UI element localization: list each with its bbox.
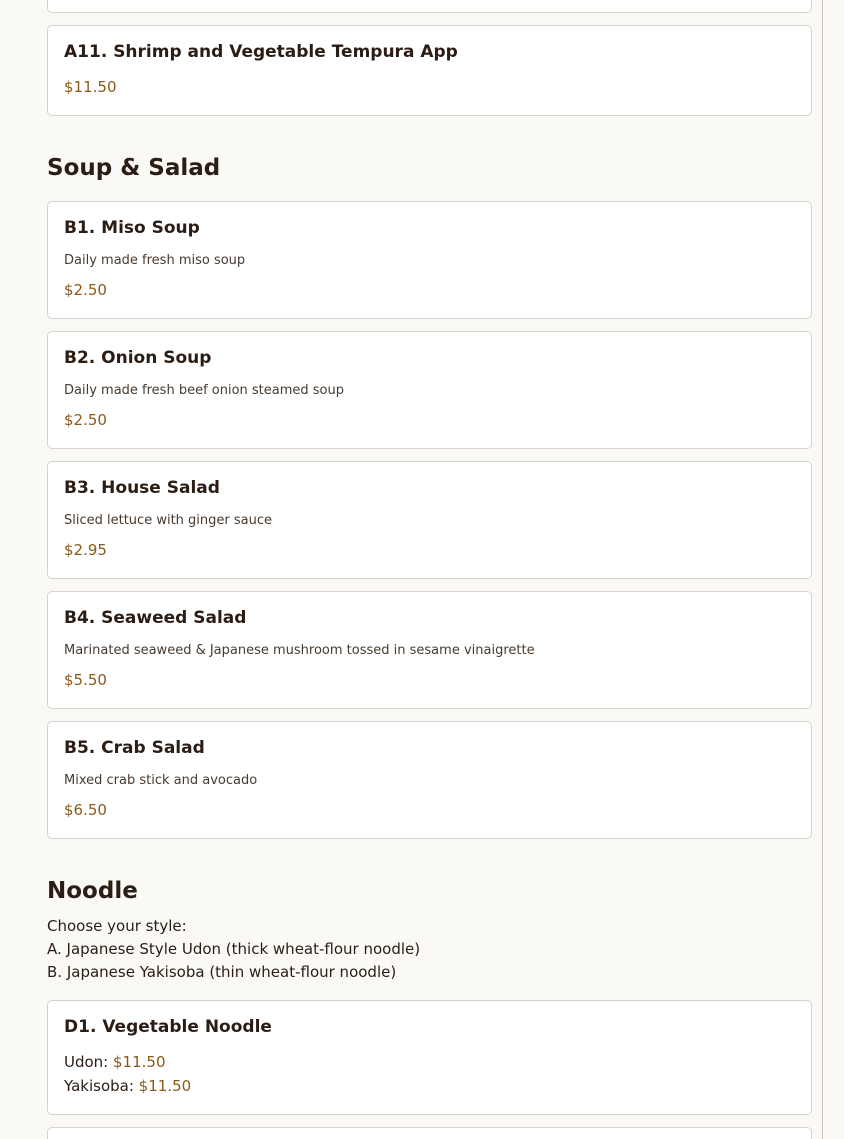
option-price: $11.50 bbox=[138, 1077, 192, 1095]
menu-item-card[interactable] bbox=[47, 591, 812, 709]
menu-item-card[interactable] bbox=[47, 461, 812, 579]
menu-item-description: Daily made fresh miso soup bbox=[64, 253, 246, 268]
menu-item-price: $11.50 bbox=[64, 78, 117, 96]
menu-item-title: D1. Vegetable Noodle bbox=[64, 1017, 272, 1037]
menu-item-description: Mixed crab stick and avocado bbox=[64, 773, 258, 788]
menu-item-price: $2.50 bbox=[64, 281, 107, 299]
menu-item-description: Sliced lettuce with ginger sauce bbox=[64, 513, 272, 528]
menu-item-card[interactable] bbox=[47, 201, 812, 319]
section-note: A. Japanese Style Udon (thick wheat-flour noodle) bbox=[47, 940, 421, 958]
menu-item-description: Daily made fresh beef onion steamed soup bbox=[64, 383, 345, 398]
menu-item-title: A11. Shrimp and Vegetable Tempura App bbox=[64, 42, 458, 62]
menu-item-title: B4. Seaweed Salad bbox=[64, 608, 247, 628]
menu-item-card[interactable] bbox=[47, 721, 812, 839]
menu-item-price: $2.50 bbox=[64, 411, 107, 429]
menu-item-price: $6.50 bbox=[64, 801, 107, 819]
section-note: B. Japanese Yakisoba (thin wheat-flour noodle) bbox=[47, 963, 397, 981]
menu-item-card-partial[interactable] bbox=[47, 0, 812, 13]
menu-item-card[interactable] bbox=[47, 1000, 812, 1115]
page-right-border bbox=[822, 0, 823, 1139]
option-label: Yakisoba: bbox=[64, 1077, 139, 1095]
menu-item-title: B2. Onion Soup bbox=[64, 348, 212, 368]
menu-item-card[interactable] bbox=[47, 331, 812, 449]
menu-item-price: $5.50 bbox=[64, 671, 107, 689]
menu-item-title: B5. Crab Salad bbox=[64, 738, 205, 758]
section-note: Choose your style: bbox=[47, 917, 187, 935]
menu-item-option-yakisoba bbox=[64, 1077, 191, 1095]
section-title-noodle: Noodle bbox=[47, 878, 138, 904]
option-price: $11.50 bbox=[113, 1053, 166, 1071]
menu-item-price: $2.95 bbox=[64, 541, 107, 559]
menu-item-title: B3. House Salad bbox=[64, 478, 220, 498]
menu-item-title: B1. Miso Soup bbox=[64, 218, 200, 238]
menu-item-card-partial[interactable] bbox=[47, 1127, 812, 1139]
option-label: Udon: bbox=[64, 1053, 114, 1071]
menu-item-option-udon bbox=[64, 1053, 166, 1071]
menu-item-card[interactable] bbox=[47, 25, 812, 116]
menu-item-description: Marinated seaweed & Japanese mushroom tossed in sesame vinaigrette bbox=[64, 643, 535, 658]
section-title-soup-salad: Soup & Salad bbox=[47, 155, 221, 181]
